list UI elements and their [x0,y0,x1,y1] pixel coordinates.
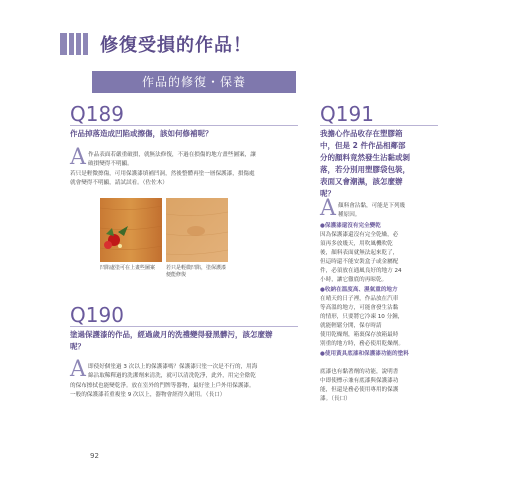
q191-number: Q191 [320,102,374,126]
q191-answer-intro-1: 顏料會沾黏，可能是下列幾 [338,203,406,209]
section-banner: 作品的修復・保養 [92,71,296,93]
q191-point-1-line-3: 後，顏料表面就無法起來乾了， [320,250,399,256]
q191-question-line-2: 中，但是 2 件作品相鄰部 [320,141,406,150]
q191-point-3-heading: ●使用黃具底漆和保護漆功能的塗料 [320,351,409,357]
q191-point-3-line-2: 中即使標示兼有底漆與保護漆功 [320,378,399,384]
q191-answer-intro-2: 種原因。 [338,212,361,218]
q191-point-2-label: 收納在溫度高、濕氣重的地方 [324,287,398,293]
q190-divider [70,326,298,327]
q191-point-2-line-2: 等高溫的地方，可能會發生沾黏 [320,305,399,311]
q189-caption-left: 凹陷處塗可在上畫些圖案 [100,265,156,271]
q190-number: Q190 [70,303,124,327]
q189-answer-line-4: 就會變得不明顯，請試試看。（佐佐木） [70,180,168,186]
q191-point-2-line-3: 的情形，只要將它冷凍 10 分鐘， [320,314,404,320]
q189-photo-right [166,198,228,262]
q191-point-3-line-1: 底漆也有黏著劑的功能，說明書 [320,369,399,375]
q191-point-2-line-5: 使用乾燥劑，箱裏保存放箱最時 [320,332,399,338]
q191-point-1-line-2: 須再多放幾天，用吹風機吹乾 [320,241,393,247]
q191-point-2-line-1: 在晴天的日子裡，作品放在汽車 [320,296,399,302]
q191-point-1-line-1: 因為保護漆還沒有完全乾燥，必 [320,232,399,238]
q191-point-1-heading: ●保護漆還沒有完全變乾 [320,223,381,229]
q191-point-2-heading: ●收納在溫度高、濕氣重的地方 [320,287,398,293]
q189-answer-line-1: 作品表面若嚴重破損，就無法修復，不過在損傷的地方畫些圖案，讓 [88,152,256,158]
q190-question-line-2: 呢？ [70,342,85,351]
q191-divider [320,125,438,126]
q191-point-3-label: 使用黃具底漆和保護漆功能的塗料 [324,351,409,357]
q189-answer-line-3: 若只是輕微擦傷，可用保護漆填補凹洞，然後整體再塗一層保護漆，損傷處 [70,171,255,177]
q190-question-line-1: 塗過保護漆的作品，經過歲月的洗禮變得發黑髒污，該怎麼辦 [70,330,273,339]
q189-answer-line-2: 破損變得不明顯。 [88,161,133,167]
q190-answer-mark: A [70,357,86,382]
q189-photo-left [100,198,162,262]
q191-point-2-line-6: 別重的地方時，務必使用乾燥劑。 [320,341,404,347]
q190-answer-line-3: 的保布擦拭也能變乾淨。放在室外的門牌等器物，最好塗上戶外用保護漆。 [70,383,255,389]
q190-answer-line-2: 綿沾取稀釋過的洗潔劑來清洗，就可以清洗乾淨，此外，用完全陰乾 [88,373,256,379]
q191-point-3-line-3: 能，但還是務必使用專用的保護 [320,387,399,393]
q190-answer-line-4: 一般的保護漆若重複塗 9 次以上，器物會經得久耐用。（長口） [70,392,226,398]
q191-answer-mark: A [320,196,336,221]
q191-question-line-3: 分的顏料竟然發生沾黏或剝 [320,153,410,162]
header-accent-bar [60,33,88,55]
q191-question-line-4: 落，若分別用塑膠袋包裝， [320,165,410,174]
q189-answer-mark: A [70,145,86,170]
q189-divider [70,125,298,126]
q191-point-1-line-4: 但這時還不能安裝盒子或金屬配 [320,259,399,265]
q189-caption-right: 若只是輕微凹陷，塗保護漆便能修復 [166,265,227,278]
q191-point-3-line-4: 漆。（長口） [320,396,351,402]
q191-question-line-1: 我擔心作品收存在塑膠箱 [320,129,403,138]
q191-point-1-label: 保護漆還沒有完全變乾 [324,223,381,229]
page-number: 92 [90,452,99,460]
q190-answer-line-1: 即使好個塗過 3 次以上的保護漆嗎？保護漆只塗一次是不行的，用海 [88,364,258,370]
q191-point-1-line-6: 小時，讓它徹底的再晾乾。 [320,277,388,283]
q189-number: Q189 [70,102,124,126]
q191-question-line-6: 呢？ [320,189,335,198]
q191-point-2-line-4: 就能輕鬆分開，保存時請 [320,323,382,329]
q191-point-1-line-5: 件，必須放在通風良好的地方 24 [320,268,402,274]
q189-question: 作品掉落造成凹陷或擦傷，該如何修補呢？ [70,129,213,138]
q191-question-line-5: 表面又會潮濕，該怎麼辦 [320,177,403,186]
page-title: 修復受損的作品！ [100,35,252,56]
